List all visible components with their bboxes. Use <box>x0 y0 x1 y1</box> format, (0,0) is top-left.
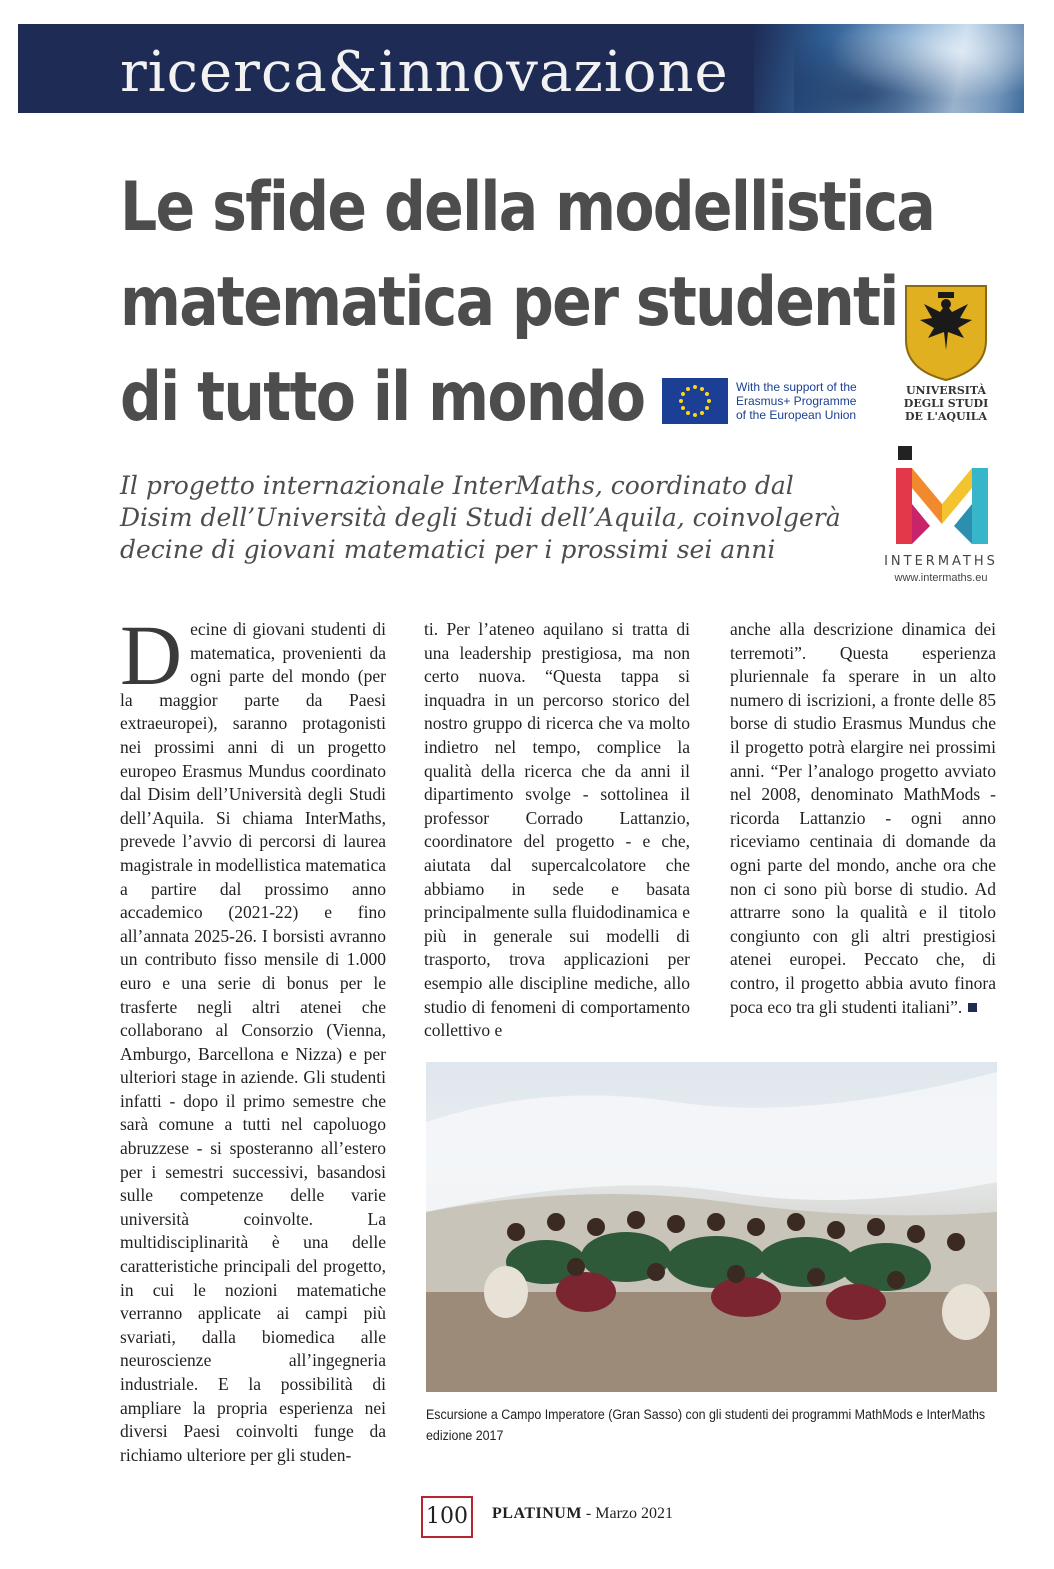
issue-date: - Marzo 2021 <box>581 1505 674 1522</box>
group-photo <box>426 1062 997 1392</box>
magazine-footer <box>492 1505 673 1523</box>
body-text: anche alla descrizione dinamica dei terremoti”. Questa esperienza pluriennale fa sperare in un alto numero di iscrizioni, a fronte delle 85 borse di studio Erasmus Mundus che il progetto potrà elargire nei prossimi anni. “Per l’analogo progetto avviato nel 2008, denominato MathMods - ricorda Lattanzio - ogni anno riceviamo centinaia di domande da ogni parte del mondo, anche ora che non ci sono più borse di studio. Ad attrarre sono la qualità e il titolo congiunto con gli altri prestigiosi atenei europei. Peccato che, di contro, il progetto abbia avuto finora poca eco tra gli studenti italiani”. <box>730 619 996 1017</box>
eu-text-line: With the support of the <box>736 380 857 394</box>
caption-line: Escursione a Campo Imperatore (Gran Sasso) con gli studenti dei programmi MathMods e InterMaths <box>426 1407 986 1422</box>
university-name <box>896 384 996 423</box>
university-name-line: UNIVERSITÀ <box>905 384 987 397</box>
eu-text-line: Erasmus+ Programme <box>736 394 857 408</box>
subtitle-line: decine di giovani matematici per i prossimi sei anni <box>120 535 776 564</box>
university-name-line: DEGLI STUDI <box>903 397 989 410</box>
headline-line: di tutto il mondo <box>120 358 645 437</box>
eu-flag-icon <box>662 378 728 424</box>
university-logo <box>896 278 996 438</box>
intermaths-logo <box>876 444 1006 584</box>
subtitle-line: Disim dell’Università degli Studi dell’Aquila, coinvolgerà <box>120 503 841 532</box>
subtitle-line: Il progetto internazionale InterMaths, coordinato dal <box>120 471 794 500</box>
body-text: ti. Per l’ateneo aquilano si tratta di una leadership prestigiosa, ma non certo nuova. “Questa tappa si inquadra in un percorso storico del nostro gruppo di ricerca che va molto indietro nel tempo, complice la qualità della ricerca che da anni il dipartimento svolge - sottolinea il professor Corrado Lattanzio, coordinatore del progetto - e che, aiutata dal supercalcolatore che abbiamo in sede e basata principalmente sulla fluidodinamica e più in generale sui modelli di trasporto, trova applicazioni per esempio alle discipline mediche, allo studio di fenomeni di comportamento collettivo e <box>424 619 690 1041</box>
university-name-line: DE L'AQUILA <box>905 410 987 423</box>
page-number: 100 <box>421 1496 473 1538</box>
body-column-2 <box>424 618 690 1043</box>
section-title: ricerca&innovazione <box>120 40 729 105</box>
eagle-crest-icon <box>902 282 990 382</box>
body-column-3 <box>730 618 996 1019</box>
drop-cap: D <box>120 607 183 703</box>
body-text: ecine di giovani studenti di matematica, provenienti da ogni parte del mondo (per la maggior parte da Paesi extraeuropei), saranno protagonisti nei prossimi anni di un progetto europeo Erasmus Mundus coordinato dal Disim dell’Università degli Studi dell’Aquila. Si chiama InterMaths, prevede l’avvio di percorsi di laurea magistrale in modellistica matematica a partire dal prossimo anno accademico (2021-22) e fino all’annata 2025-26. I borsisti avranno un contributo fisso mensile di 1.000 euro e una serie di bonus per le trasferte negli altri atenei che collaborano al Consorzio (Vienna, Amburgo, Barcellona e Nizza) e per ulteriori stage in aziende. Gli studenti infatti - dopo il primo semestre che sarà comune a tutti nel capoluogo abruzzese - si sposteranno all’estero per i semestri successivi, basandosi sulle competenze delle varie università coinvolte. La multidisciplinarità è una delle caratteristiche principali del progetto, in cui le nozioni matematiche verranno applicate ai campi più svariati, dalla biomedica alle neuroscienze all’ingegneria industriale. E la possibilità di ampliare la propria esperienza nei diversi Paesi coinvolti funge da richiamo ulteriore per gli studen- <box>120 619 386 1465</box>
body-column-1 <box>120 607 386 1467</box>
intermaths-url[interactable]: www.intermaths.eu <box>894 572 988 584</box>
article-subtitle <box>120 470 860 566</box>
end-of-article-mark <box>968 1003 977 1012</box>
eu-support-text <box>736 380 886 422</box>
header-sky-image <box>754 24 1024 113</box>
intermaths-name: INTERMATHS <box>884 554 998 569</box>
caption-line: edizione 2017 <box>426 1428 504 1443</box>
eu-text-line: of the European Union <box>736 408 857 422</box>
headline-line: matematica per studenti <box>120 263 898 342</box>
intermaths-m-icon <box>890 444 994 548</box>
headline-line: Le sfide della modellistica <box>120 168 935 247</box>
magazine-name: PLATINUM <box>492 1505 582 1522</box>
photo-caption <box>426 1404 986 1446</box>
